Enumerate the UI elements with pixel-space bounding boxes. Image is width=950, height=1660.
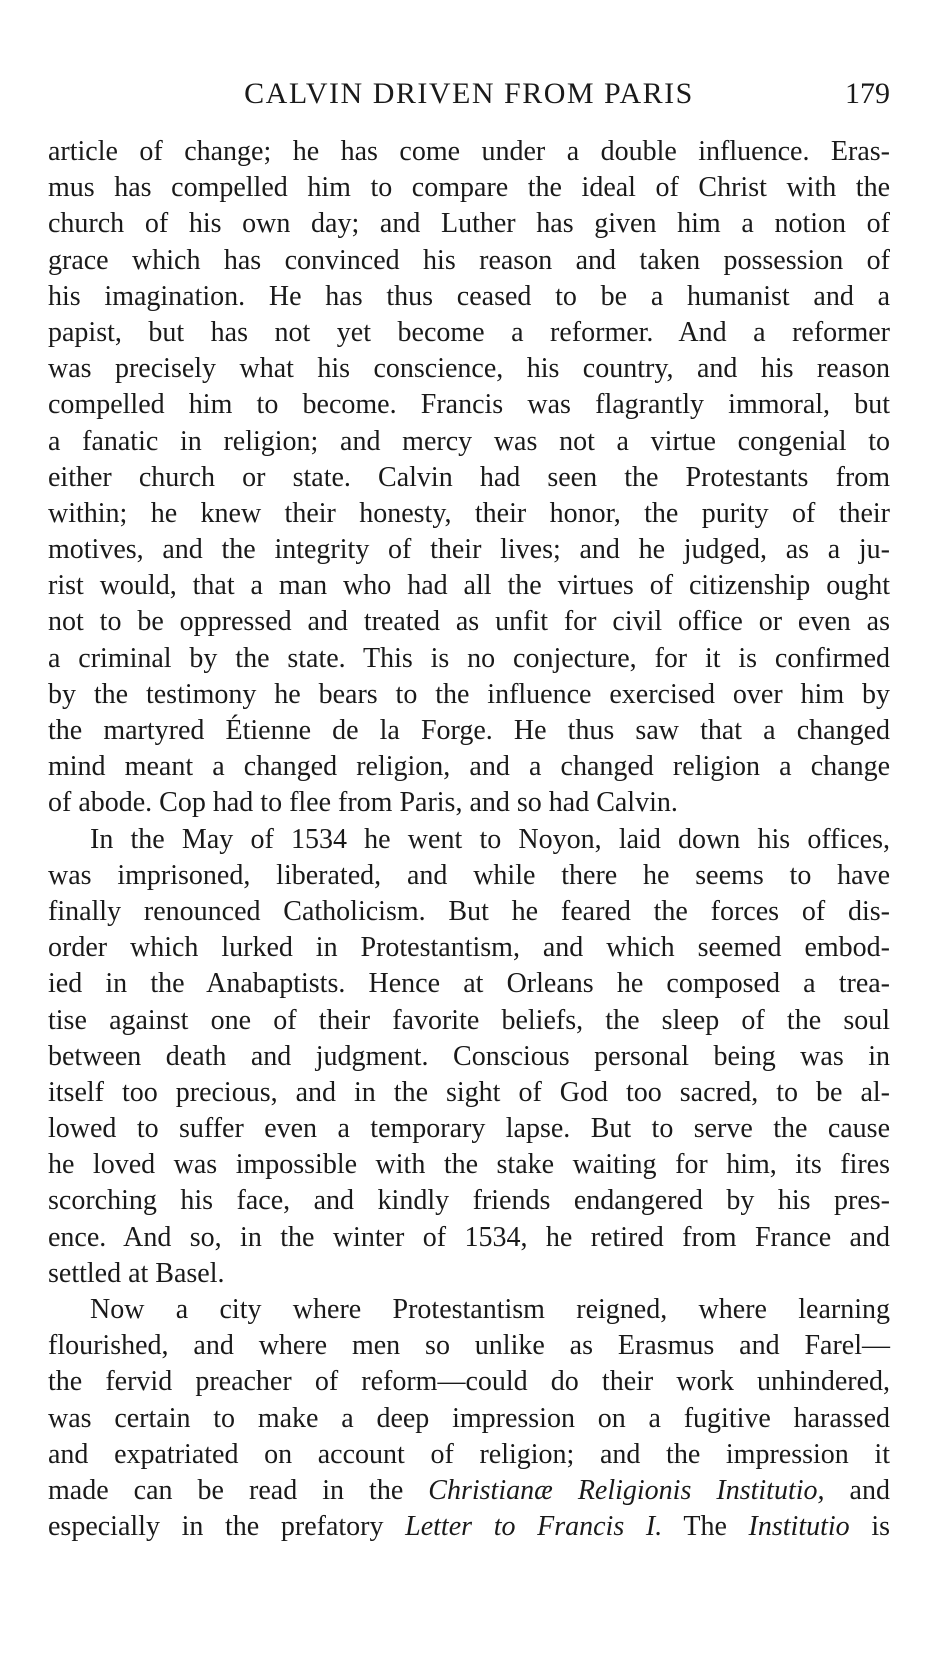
text-line: settled at Basel. [48, 1257, 225, 1289]
text-line: motives, and the integrity of their lives; and he judged, as a ju- [48, 534, 890, 566]
text-line: either church or state. Calvin had seen the Protestants from [48, 461, 890, 493]
text-line: article of change; he has come under a double influence. Eras- [48, 136, 890, 167]
text-line-with-italic [48, 1509, 890, 1545]
text-line: compelled him to become. Francis was flagrantly immoral, but [48, 389, 890, 421]
chapter-running-title: CALVIN DRIVEN FROM PARIS [244, 77, 694, 110]
text-line: mind meant a changed religion, and a changed religion a change [48, 751, 890, 783]
text-line: was precisely what his conscience, his country, and his reason [48, 353, 890, 385]
book-title-italic: Christianæ Religionis Institutio, [428, 1474, 825, 1506]
text-run: is [849, 1511, 890, 1543]
text-run: made can be read in the [48, 1474, 429, 1506]
text-line: itself too precious, and in the sight of God too sacred, to be al- [48, 1076, 890, 1108]
text-line: scorching his face, and kindly friends endangered by his pres- [48, 1185, 890, 1217]
text-line: rist would, that a man who had all the virtues of citizenship ought [48, 570, 890, 602]
text-line: flourished, and where men so unlike as Erasmus and Farel— [48, 1330, 890, 1362]
text-line: church of his own day; and Luther has given him a notion of [48, 208, 890, 240]
text-line-with-italic [48, 1473, 890, 1509]
paragraph-3 [48, 1292, 890, 1545]
text-line: Now a city where Protestantism reigned, where learning [90, 1294, 890, 1325]
letter-title-italic: Letter to Francis I. [405, 1511, 663, 1543]
text-line: not to be oppressed and treated as unfit for civil office or even as [48, 606, 890, 638]
text-line: a fanatic in religion; and mercy was not a virtue congenial to [48, 425, 890, 457]
text-line: mus has compelled him to compare the ideal of Christ with the [48, 172, 890, 204]
text-line: was imprisoned, liberated, and while there he seems to have [48, 859, 890, 891]
text-line: was certain to make a deep impression on a fugitive harassed [48, 1402, 890, 1434]
text-line: tise against one of their favorite beliefs, the sleep of the soul [48, 1004, 890, 1036]
text-line: his imagination. He has thus ceased to be a humanist and a [48, 280, 890, 312]
paragraph-2 [48, 822, 890, 1292]
text-line: ence. And so, in the winter of 1534, he retired from France and [48, 1221, 890, 1253]
text-run: especially in the prefatory [48, 1511, 406, 1543]
text-line: order which lurked in Protestantism, and which seemed embod- [48, 932, 890, 964]
text-line: ied in the Anabaptists. Hence at Orleans he composed a trea- [48, 968, 890, 1000]
body-text [48, 134, 890, 1545]
text-line: and expatriated on account of religion; and the impression it [48, 1438, 890, 1470]
text-line: within; he knew their honesty, their honor, the purity of their [48, 497, 890, 529]
text-line: finally renounced Catholicism. But he feared the forces of dis- [48, 895, 890, 927]
text-line: between death and judgment. Conscious personal being was in [48, 1040, 890, 1072]
text-line: the fervid preacher of reform—could do their work unhindered, [48, 1366, 890, 1398]
text-line: papist, but has not yet become a reformer. And a reformer [48, 316, 890, 348]
text-line: the martyred Étienne de la Forge. He thus saw that a changed [48, 715, 890, 746]
text-line: lowed to suffer even a temporary lapse. But to serve the cause [48, 1113, 890, 1145]
running-head [48, 72, 890, 116]
text-line: In the May of 1534 he went to Noyon, laid down his offices, [90, 823, 890, 855]
text-line: by the testimony he bears to the influence exercised over him by [48, 678, 890, 710]
text-line: he loved was impossible with the stake waiting for him, its fires [48, 1149, 890, 1181]
text-line: grace which has convinced his reason and taken possession of [48, 244, 890, 276]
paragraph-1 [48, 134, 890, 822]
page-number: 179 [845, 77, 890, 110]
text-run: and [824, 1474, 890, 1506]
text-line: a criminal by the state. This is no conjecture, for it is confirmed [48, 642, 890, 674]
text-line: of abode. Cop had to flee from Paris, and so had Calvin. [48, 787, 678, 819]
book-title-italic: Institutio [748, 1511, 850, 1543]
text-run: The [662, 1511, 749, 1543]
